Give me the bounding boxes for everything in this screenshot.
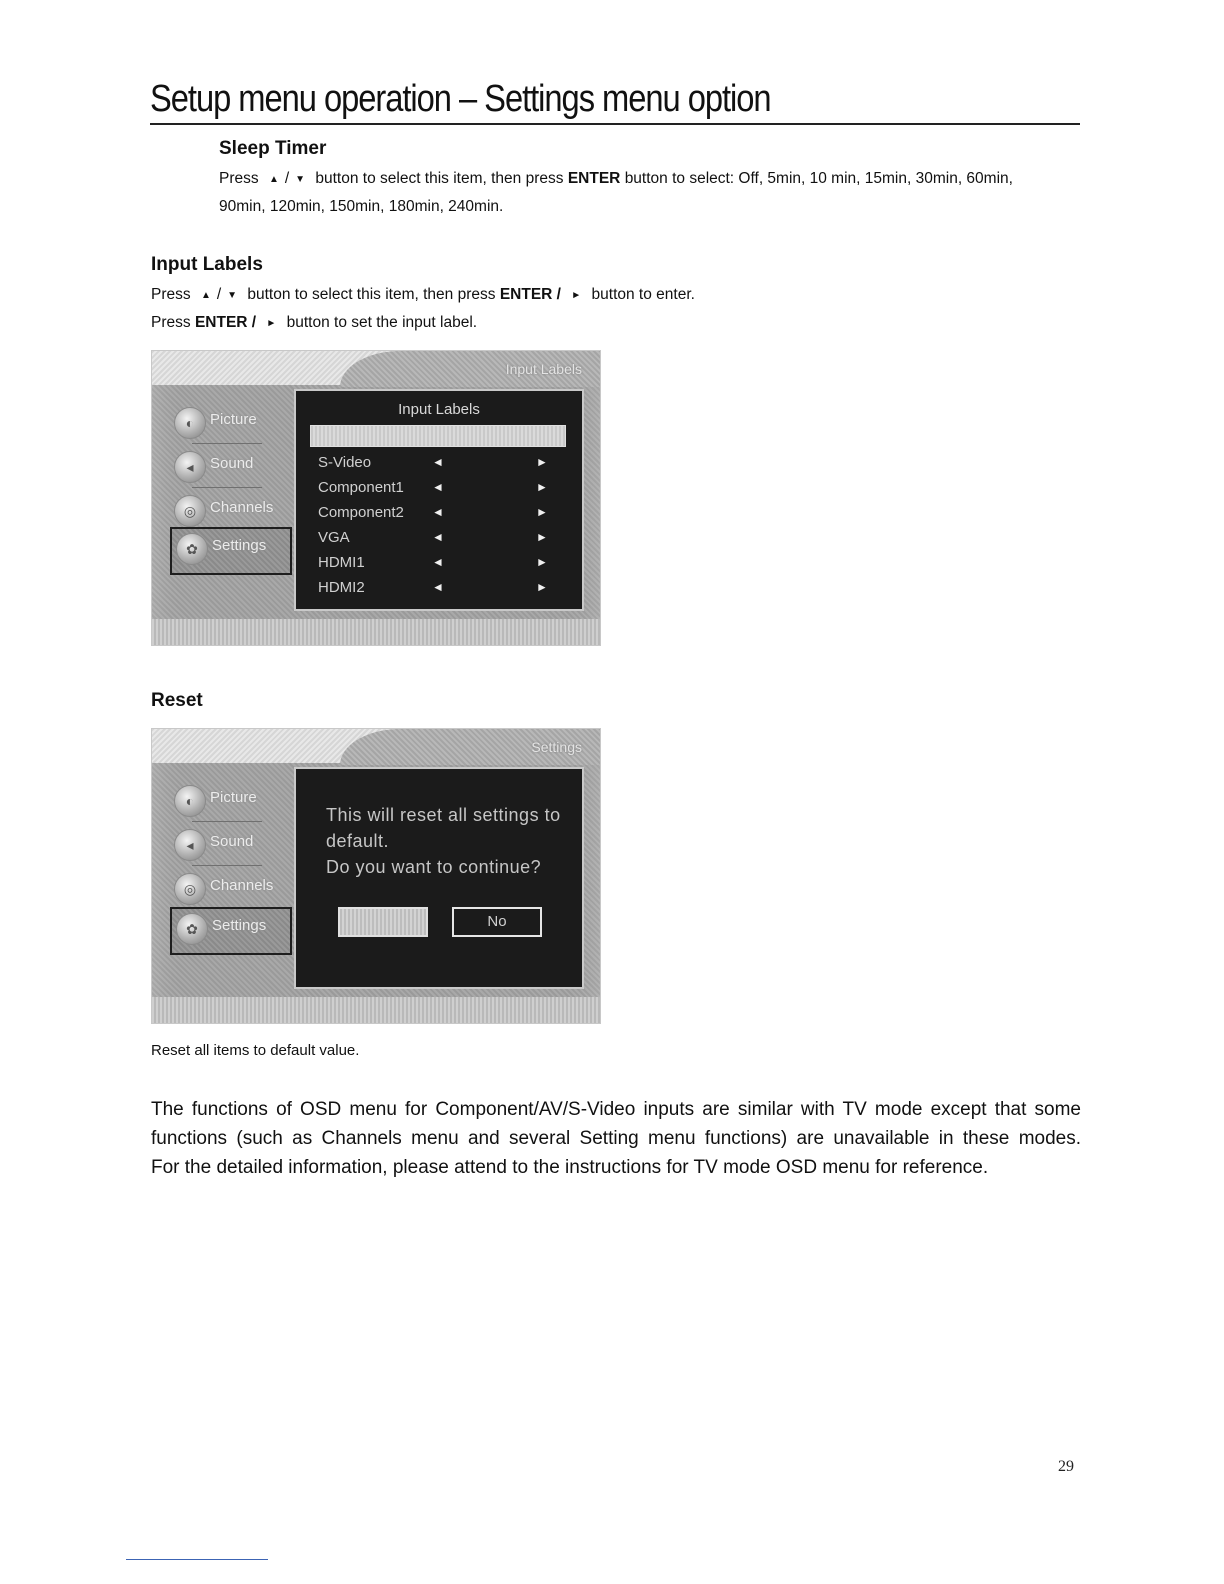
- reset-message-line: This will reset all settings to: [326, 805, 561, 825]
- slash-text: /: [284, 170, 290, 187]
- osd-side-label: Picture: [210, 411, 257, 428]
- slash-text: /: [216, 286, 222, 303]
- enter-key-label: ENTER /: [499, 286, 561, 303]
- input-labels-line2: [151, 309, 477, 338]
- osd-label-row: [318, 504, 568, 528]
- picture-icon: ◐: [174, 785, 206, 817]
- osd-highlight-row: [310, 425, 566, 447]
- down-arrow-icon: ▼: [227, 290, 238, 301]
- osd-label-row: [318, 529, 568, 553]
- left-arrow-icon: ◄: [432, 455, 444, 469]
- press-text: Press: [219, 170, 259, 187]
- osd-row-label: Component1: [318, 479, 404, 496]
- osd-side-item-picture: [170, 403, 288, 447]
- osd-header-tab: [340, 729, 600, 765]
- osd-panel-title: Input Labels: [398, 401, 480, 418]
- osd-side-divider: [192, 865, 262, 866]
- press-text: Press: [151, 314, 191, 331]
- reset-message-line: default.: [326, 831, 390, 851]
- left-arrow-icon: ◄: [432, 555, 444, 569]
- input-labels-line1: [151, 281, 695, 310]
- osd-side-label: Channels: [210, 877, 274, 894]
- osd-row-label: S-Video: [318, 454, 372, 471]
- osd-inputs-note: [151, 1095, 1081, 1182]
- right-arrow-icon: ►: [266, 318, 277, 329]
- osd-side-label: Sound: [210, 833, 254, 850]
- osd-side-item-settings: [170, 527, 292, 575]
- osd-side-divider: [192, 443, 262, 444]
- down-arrow-icon: ▼: [295, 174, 306, 185]
- speaker-icon: ◂: [174, 829, 206, 861]
- press-text: Press: [151, 286, 191, 303]
- osd-side-label: Settings: [212, 917, 267, 934]
- osd-header-label: Input Labels: [505, 361, 582, 377]
- osd-row-label: HDMI2: [318, 579, 365, 596]
- up-arrow-icon: ▲: [268, 174, 279, 185]
- note-line: functions (such as Channels menu and several Setting menu functions) are unavailable in these modes.: [151, 1128, 1081, 1149]
- instruction-text: button to set the input label.: [286, 314, 478, 331]
- osd-row-label: Component2: [318, 504, 404, 521]
- sleep-timer-line2: 90min, 120min, 150min, 180min, 240min.: [219, 198, 504, 215]
- footer-rule: [126, 1559, 268, 1560]
- note-line: The functions of OSD menu for Component/AV/S-Video inputs are similar with TV mode except that some: [151, 1099, 1081, 1120]
- osd-side-divider: [192, 821, 262, 822]
- no-button[interactable]: No: [452, 907, 542, 937]
- osd-reset-screenshot: [151, 728, 601, 1024]
- enter-key-label: ENTER: [567, 170, 621, 187]
- speaker-icon: ◂: [174, 451, 206, 483]
- osd-input-labels-panel: [294, 389, 584, 611]
- left-arrow-icon: ◄: [432, 580, 444, 594]
- osd-row-label: HDMI1: [318, 554, 365, 571]
- right-arrow-icon: ►: [536, 530, 548, 544]
- instruction-text: button to select this item, then press: [315, 170, 564, 187]
- reset-heading: Reset: [151, 690, 203, 711]
- instruction-text: button to select: Off, 5min, 10 min, 15min, 30min, 60min,: [624, 170, 1013, 187]
- up-arrow-icon: ▲: [200, 290, 211, 301]
- page-number: 29: [1058, 1458, 1074, 1475]
- channels-icon: ◎: [174, 495, 206, 527]
- instruction-text: button to enter.: [591, 286, 695, 303]
- page-title: Setup menu operation – Settings menu option: [150, 78, 771, 120]
- right-arrow-icon: ►: [536, 555, 548, 569]
- enter-key-label: ENTER /: [194, 314, 257, 331]
- osd-header-tab: [340, 351, 600, 387]
- right-arrow-icon: ►: [536, 505, 548, 519]
- osd-label-row: [318, 479, 568, 503]
- right-arrow-icon: ►: [536, 480, 548, 494]
- osd-label-row: [318, 554, 568, 578]
- input-labels-heading: Input Labels: [151, 254, 263, 275]
- instruction-text: button to select this item, then press: [247, 286, 496, 303]
- osd-row-label: VGA: [318, 529, 350, 546]
- right-arrow-icon: ►: [536, 580, 548, 594]
- osd-side-item-picture: [170, 781, 288, 825]
- osd-bottom-hint-bar: [152, 619, 600, 645]
- osd-header-label: Settings: [531, 739, 582, 755]
- reset-question-line: Do you want to continue?: [326, 857, 542, 877]
- sleep-timer-heading: Sleep Timer: [219, 138, 327, 159]
- osd-reset-dialog: [294, 767, 584, 989]
- channels-icon: ◎: [174, 873, 206, 905]
- osd-side-label: Settings: [212, 537, 267, 554]
- osd-side-item-settings: [170, 907, 292, 955]
- sleep-timer-line1: [219, 165, 1089, 194]
- osd-label-row: [318, 579, 568, 603]
- right-arrow-icon: ►: [571, 290, 582, 301]
- osd-side-label: Sound: [210, 455, 254, 472]
- left-arrow-icon: ◄: [432, 505, 444, 519]
- left-arrow-icon: ◄: [432, 480, 444, 494]
- note-line: For the detailed information, please attend to the instructions for TV mode OSD menu for reference.: [151, 1157, 989, 1178]
- osd-side-item-sound: [170, 825, 288, 869]
- osd-input-labels-screenshot: [151, 350, 601, 646]
- yes-button[interactable]: [338, 907, 428, 937]
- gear-icon: ✿: [176, 533, 208, 565]
- osd-bottom-hint-bar: [152, 997, 600, 1023]
- left-arrow-icon: ◄: [432, 530, 444, 544]
- reset-caption: Reset all items to default value.: [151, 1042, 360, 1059]
- osd-side-divider: [192, 487, 262, 488]
- osd-label-row: [318, 454, 568, 478]
- osd-side-item-sound: [170, 447, 288, 491]
- right-arrow-icon: ►: [536, 455, 548, 469]
- title-divider: [150, 123, 1080, 125]
- osd-side-label: Channels: [210, 499, 274, 516]
- gear-icon: ✿: [176, 913, 208, 945]
- osd-side-label: Picture: [210, 789, 257, 806]
- picture-icon: ◐: [174, 407, 206, 439]
